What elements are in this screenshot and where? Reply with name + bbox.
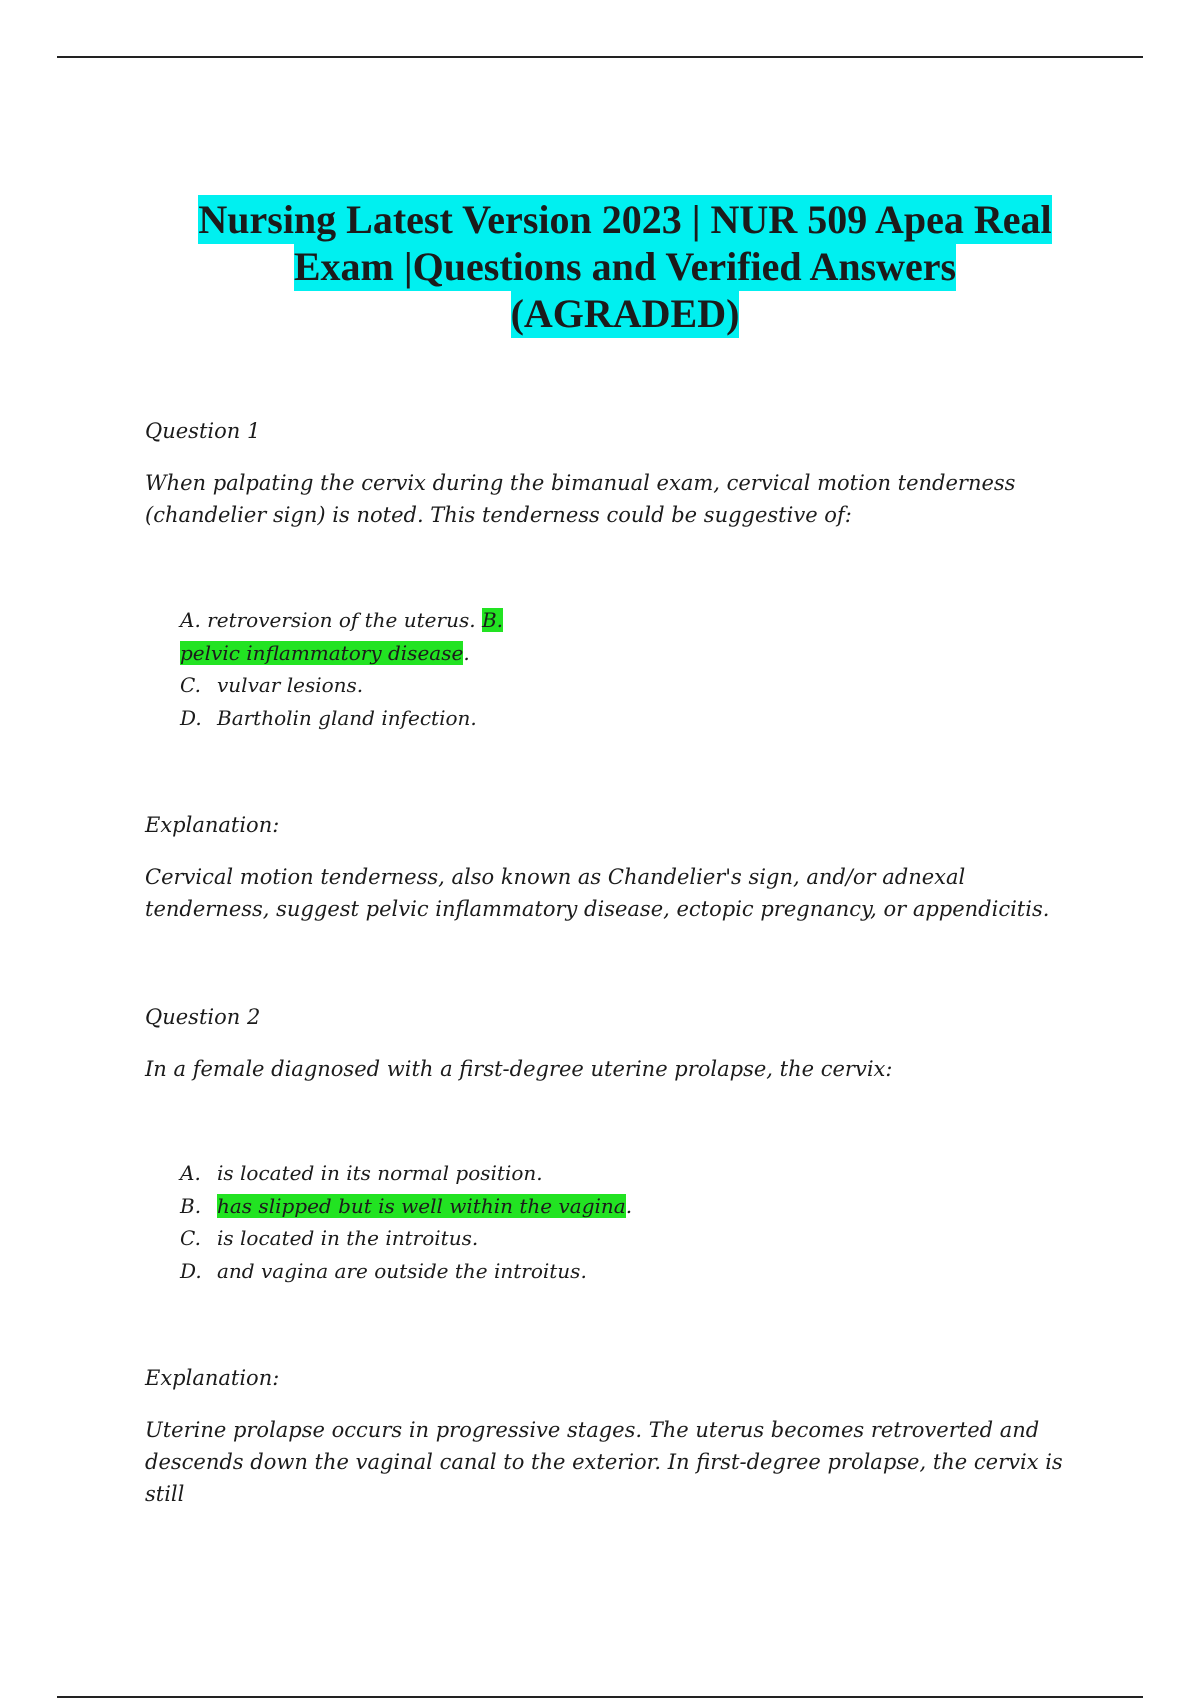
question-2-options (180, 1157, 880, 1287)
option-letter-highlighted: B. (481, 608, 503, 632)
title-line-2: Exam |Questions and Verified Answers (293, 244, 957, 289)
option-text: and vagina are outside the introitus. (217, 1258, 587, 1283)
question-1-explanation: Cervical motion tenderness, also known as Chandelier's sign, and/or adnexal tenderness, suggest pelvic inflammatory disease, ectopic pregnancy, or appendicitis. (145, 865, 1050, 921)
correct-answer-text: has slipped but is well within the vagina (217, 1193, 626, 1218)
option-text: retroversion of the uterus. (207, 608, 476, 632)
footer-rule (57, 1696, 1143, 1698)
question-1-stem: When palpating the cervix during the bimanual exam, cervical motion tenderness (chandelier sign) is noted. This tenderness could be suggestive of: (145, 471, 1016, 527)
question-2-option-c (180, 1222, 880, 1255)
question-1-option-d (180, 702, 880, 735)
question-2-option-d (180, 1255, 880, 1288)
option-text: is located in its normal position. (217, 1161, 543, 1185)
option-letter: C. (180, 673, 201, 697)
option-text: Bartholin gland infection. (217, 705, 477, 730)
question-1-options (180, 604, 880, 734)
option-text: is located in the introitus. (217, 1226, 479, 1250)
question-2-explanation-heading: Explanation: (145, 1366, 280, 1390)
question-2-option-a (180, 1157, 880, 1190)
option-letter: C. (180, 1226, 201, 1250)
option-letter: A. (180, 608, 201, 632)
question-2-heading: Question 2 (145, 1005, 261, 1029)
question-2-option-b (180, 1190, 880, 1223)
question-1-option-c (180, 669, 880, 702)
question-1-heading: Question 1 (145, 419, 261, 443)
option-letter: D. (180, 1258, 202, 1283)
header-rule (57, 56, 1143, 58)
question-1-explanation-heading: Explanation: (145, 813, 280, 837)
question-2-stem: In a female diagnosed with a first-degree uterine prolapse, the cervix: (145, 1057, 893, 1081)
correct-answer-text: pelvic inflammatory disease (180, 640, 464, 665)
option-period: . (463, 640, 470, 665)
question-1-option-a (180, 604, 880, 637)
question-1-option-b (180, 637, 880, 670)
option-letter: D. (180, 705, 202, 730)
option-letter: A. (180, 1161, 201, 1185)
option-text: vulvar lesions. (217, 673, 364, 697)
title-line-1: Nursing Latest Version 2023 | NUR 509 Apea Real (198, 197, 1052, 242)
question-2-explanation: Uterine prolapse occurs in progressive stages. The uterus becomes retroverted and descends down the vaginal canal to the exterior. In first-degree prolapse, the cervix is still (145, 1418, 1063, 1506)
option-period: . (625, 1193, 633, 1218)
title-line-3: (AGRADED) (510, 291, 740, 336)
option-letter: B. (180, 1193, 202, 1218)
document-title (100, 196, 1150, 337)
